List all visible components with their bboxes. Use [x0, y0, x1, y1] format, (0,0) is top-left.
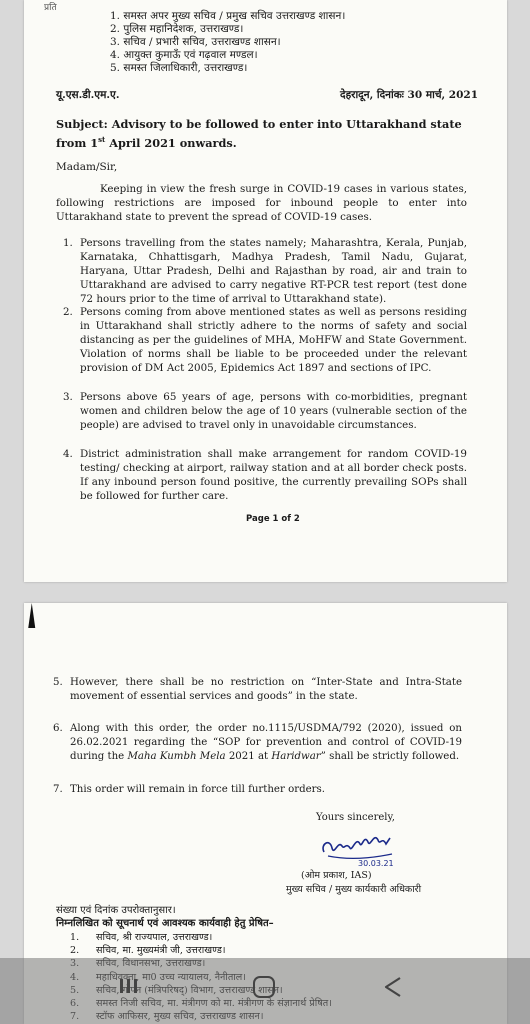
point-text-italic-2: Haridwar [271, 751, 321, 762]
cc-text: सचिव, श्री राज्यपाल, उत्तराखण्ड। [96, 932, 213, 943]
list-item: 5. समस्त जिलाधिकारी, उत्तराखण्ड। [110, 62, 248, 74]
back-icon[interactable] [382, 975, 404, 1003]
point-2 [63, 305, 467, 375]
subject-superscript: st [98, 135, 106, 144]
point-4 [63, 447, 467, 503]
point-text: Persons above 65 years of age, persons with co-morbidities, pregnant women and children below the age of 10 years (vulnerable section of the people) are advised to travel only in unavoidable circumstances. [80, 391, 467, 431]
endorsement [56, 905, 274, 930]
subject-line [56, 117, 476, 151]
point-text: District administration shall make arrangement for random COVID-19 testing/ checking at airport, railway station and at all border check posts. If any inbound person found positive, the currently prevailing SOPs shall be followed for further care. [80, 448, 467, 502]
recent-apps-icon[interactable] [118, 975, 140, 1001]
list-item [70, 944, 332, 957]
point-text: However, there shall be no restriction on “Inter-State and Intra-State movement of essential services and goods” in the state. [70, 677, 462, 702]
point-text-b: 2021 at [225, 751, 272, 762]
point-text-a: Along with this order, the order no.1115/USDMA/792 (2020), issued on 26.02.2021 regarding the “SOP for prevention and control of COVID-19 during the [70, 723, 462, 762]
point-number: 6. [53, 723, 63, 734]
point-text: Persons coming from above mentioned states as well as persons residing in Uttarakhand shall strictly adhere to the norms of safety and social distancing as per the guidelines of MHA, MoHFW and State Government. Violation of norms shall be liable to be proceeded under the relevant provision of DM Act 2005, Epidemics Act 1897 and sections of IPC. [80, 306, 467, 374]
subject-prefix: Subject: Advisory to be followed to enter into Uttarakhand state from 1 [56, 117, 462, 150]
point-number: 1. [63, 237, 73, 249]
signatory-name: (ओम प्रकाश, IAS) [301, 870, 372, 881]
point-number: 4. [63, 448, 73, 460]
point-number: 7. [53, 784, 63, 795]
point-5 [53, 676, 462, 704]
point-text-italic-1: Maha Kumbh Mela [127, 751, 226, 762]
closing: Yours sincerely, [316, 812, 395, 823]
intro-paragraph: Keeping in view the fresh surge in COVID-19 cases in various states, following restrictions are imposed for inbound people to enter into Uttarakhand state to prevent the spread of COVID-19 cases. [56, 183, 467, 223]
point-number: 2. [63, 306, 73, 318]
signature [318, 826, 408, 872]
point-text-c: ” shall be strictly followed. [320, 751, 460, 762]
subject-suffix: April 2021 onwards. [105, 135, 237, 150]
list-item: 4. आयुक्त कुमाऊँ एवं गढ़वाल मण्डल। [110, 49, 258, 61]
list-item: 1. समस्त अपर मुख्य सचिव / प्रमुख सचिव उत्तराखण्ड शासन। [110, 10, 346, 22]
signatory-post: मुख्य सचिव / मुख्य कार्यकारी अधिकारी [286, 884, 422, 895]
point-1 [63, 236, 467, 306]
endorsement-line-1: संख्या एवं दिनांक उपरोक्तानुसार। [56, 905, 176, 916]
document-date: देहरादून, दिनांकः 30 मार्च, 2021 [340, 89, 479, 101]
point-text: This order will remain in force till further orders. [70, 784, 325, 795]
point-number: 5. [53, 677, 63, 688]
cc-number: 2. [70, 945, 80, 957]
top-mark: प्रति [44, 3, 57, 13]
home-icon[interactable] [252, 975, 276, 1003]
point-text: Persons travelling from the states namely; Maharashtra, Kerala, Punjab, Karnataka, Chhattisgarh, Madhya Pradesh, Tamil Nadu, Gujarat, Haryana, Uttar Pradesh, Delhi and Rajasthan by road, air and train to Uttarakhand are advised to carry negative RT-PCR test report (test done 72 hours prior to the time of arrival to Uttarakhand state). [80, 237, 467, 305]
point-number: 3. [63, 391, 73, 403]
point-6 [53, 722, 462, 764]
signature-date: 30.03.21 [358, 859, 394, 868]
list-item: 2. पुलिस महानिदेशक, उत्तराखण्ड। [110, 23, 244, 35]
page-footer: Page 1 of 2 [246, 514, 300, 524]
point-3 [63, 390, 467, 432]
list-item: 3. सचिव / प्रभारी सचिव, उत्तराखण्ड शासन। [110, 36, 281, 48]
list-item [70, 931, 332, 944]
signature-scribble [318, 826, 408, 868]
salutation: Madam/Sir, [56, 161, 118, 173]
endorsement-line-2: निम्नलिखित को सूचनार्थ एवं आवश्यक कार्यवाही हेतु प्रेषित– [56, 917, 274, 929]
cc-text: सचिव, मा. मुख्यमंत्री जी, उत्तराखण्ड। [96, 945, 226, 957]
cc-number: 1. [70, 932, 80, 943]
point-7 [53, 783, 462, 797]
distribution-list [110, 10, 345, 75]
reference-number: यू.एस.डी.एम.ए. [56, 89, 120, 101]
